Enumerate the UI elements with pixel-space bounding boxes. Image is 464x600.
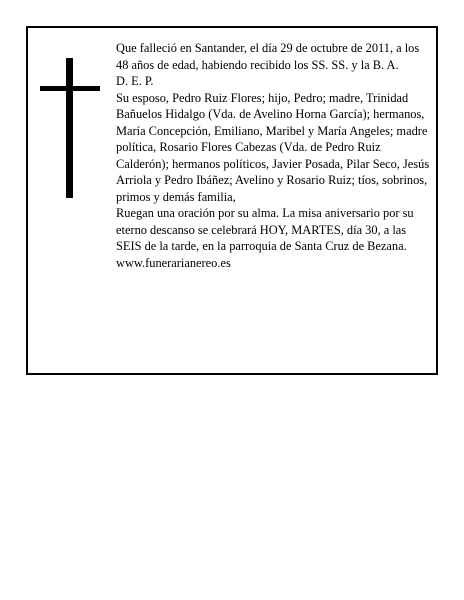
family-list: Su esposo, Pedro Ruiz Flores; hijo, Pedro; madre, Trinidad Bañuelos Hidalgo (Vda. de Avelino Horna García); hermanos, María Concepción, Emiliano, Maribel y María Angeles; madre política, Rosario Flores Cabezas (Vda. de Pedro Ruiz Calderón); hermanos políticos, Javier Posada, Pilar Seco, Jesús Arriola y Pedro Ibáñez; Avelino y Rosario Ruiz; tíos, sobrinos, primos y demás familia,: [116, 90, 430, 204]
death-announcement: Que falleció en Santander, el día 29 de octubre de 2011, a los 48 años de edad, habiendo recibido los SS. SS. y la B. A.: [116, 41, 420, 72]
cross-horizontal-bar: [40, 86, 100, 91]
mass-announcement: Ruegan una oración por su alma. La misa aniversario por su eterno descanso se celebrará HOY, MARTES, día 30, a las SEIS de la tarde, en la parroquia de Santa Cruz de Bezana.: [116, 206, 414, 253]
cross-vertical-bar: [66, 58, 73, 198]
cross-icon: [40, 58, 100, 198]
rip-abbreviation: D. E. P.: [116, 74, 154, 88]
funeral-home-website: www.funerarianereo.es: [116, 255, 231, 270]
notice-text: [116, 40, 432, 271]
obituary-notice: [26, 26, 438, 375]
